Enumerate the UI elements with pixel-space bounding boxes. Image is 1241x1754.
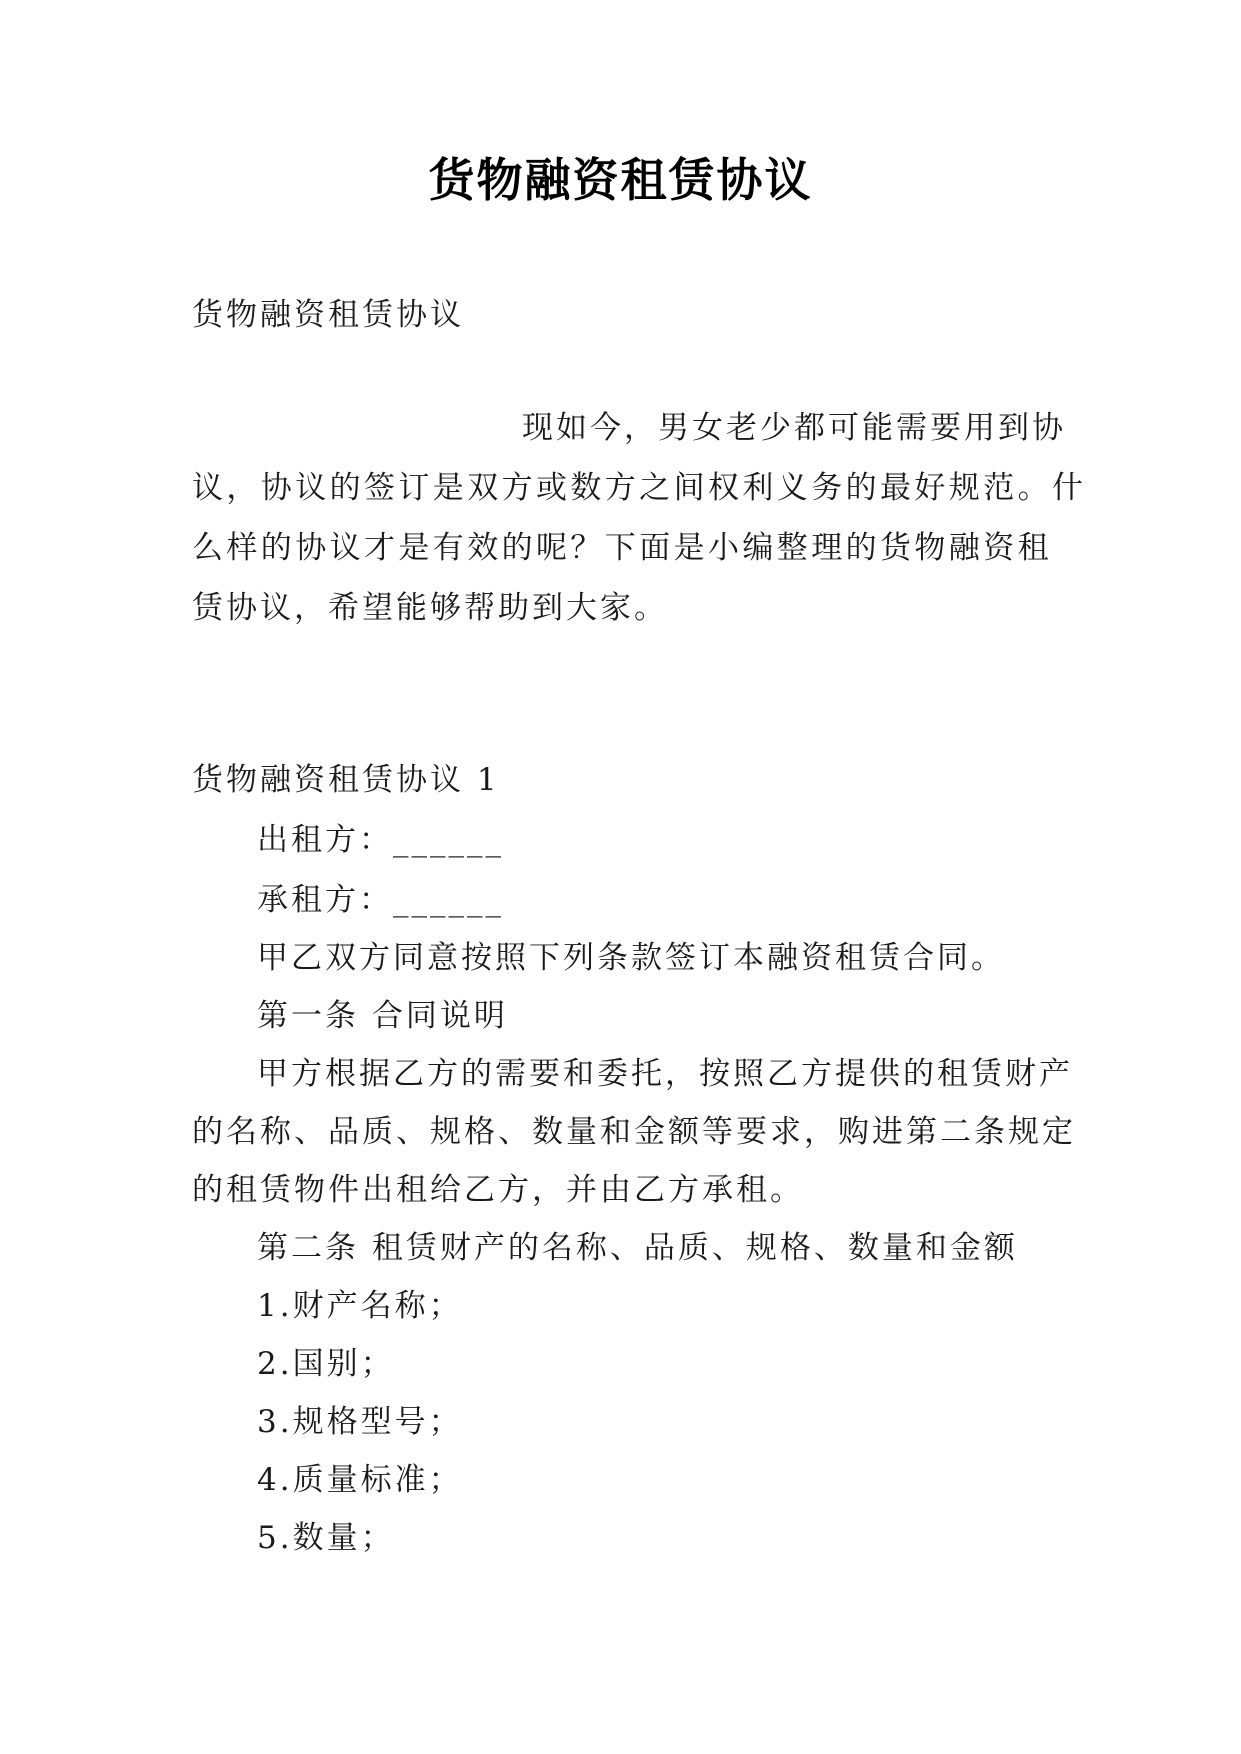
article1-line-1: 甲方根据乙方的需要和委托，按照乙方提供的租赁财产 [257, 1056, 1073, 1092]
list-item: 2.国别； [257, 1346, 395, 1382]
agreement-statement: 甲乙双方同意按照下列条款签订本融资租赁合同。 [257, 940, 1005, 976]
article1-line-3: 的租赁物件出租给乙方，并由乙方承租。 [192, 1172, 804, 1208]
intro-line-1: 现如今，男女老少都可能需要用到协 [522, 410, 1066, 446]
article1-heading: 第一条 合同说明 [257, 998, 508, 1034]
list-item: 5.数量； [257, 1520, 395, 1556]
lessee-field: 承租方：______ [257, 882, 504, 918]
article2-heading: 第二条 租赁财产的名称、品质、规格、数量和金额 [257, 1230, 1018, 1266]
intro-line-3: 么样的协议才是有效的呢？下面是小编整理的货物融资租 [192, 530, 1052, 566]
document-title: 货物融资租赁协议 [428, 153, 813, 207]
article1-line-2: 的名称、品质、规格、数量和金额等要求，购进第二条规定 [192, 1114, 1076, 1150]
document-subtitle: 货物融资租赁协议 [192, 297, 464, 333]
list-item: 3.规格型号； [257, 1404, 463, 1440]
intro-line-4: 赁协议，希望能够帮助到大家。 [192, 590, 668, 626]
lessor-field: 出租方：______ [257, 822, 504, 858]
list-item: 1.财产名称； [257, 1288, 463, 1324]
list-item: 4.质量标准； [257, 1462, 463, 1498]
section-heading: 货物融资租赁协议 1 [192, 762, 500, 798]
intro-line-2: 议，协议的签订是双方或数方之间权利义务的最好规范。什 [192, 470, 1087, 506]
